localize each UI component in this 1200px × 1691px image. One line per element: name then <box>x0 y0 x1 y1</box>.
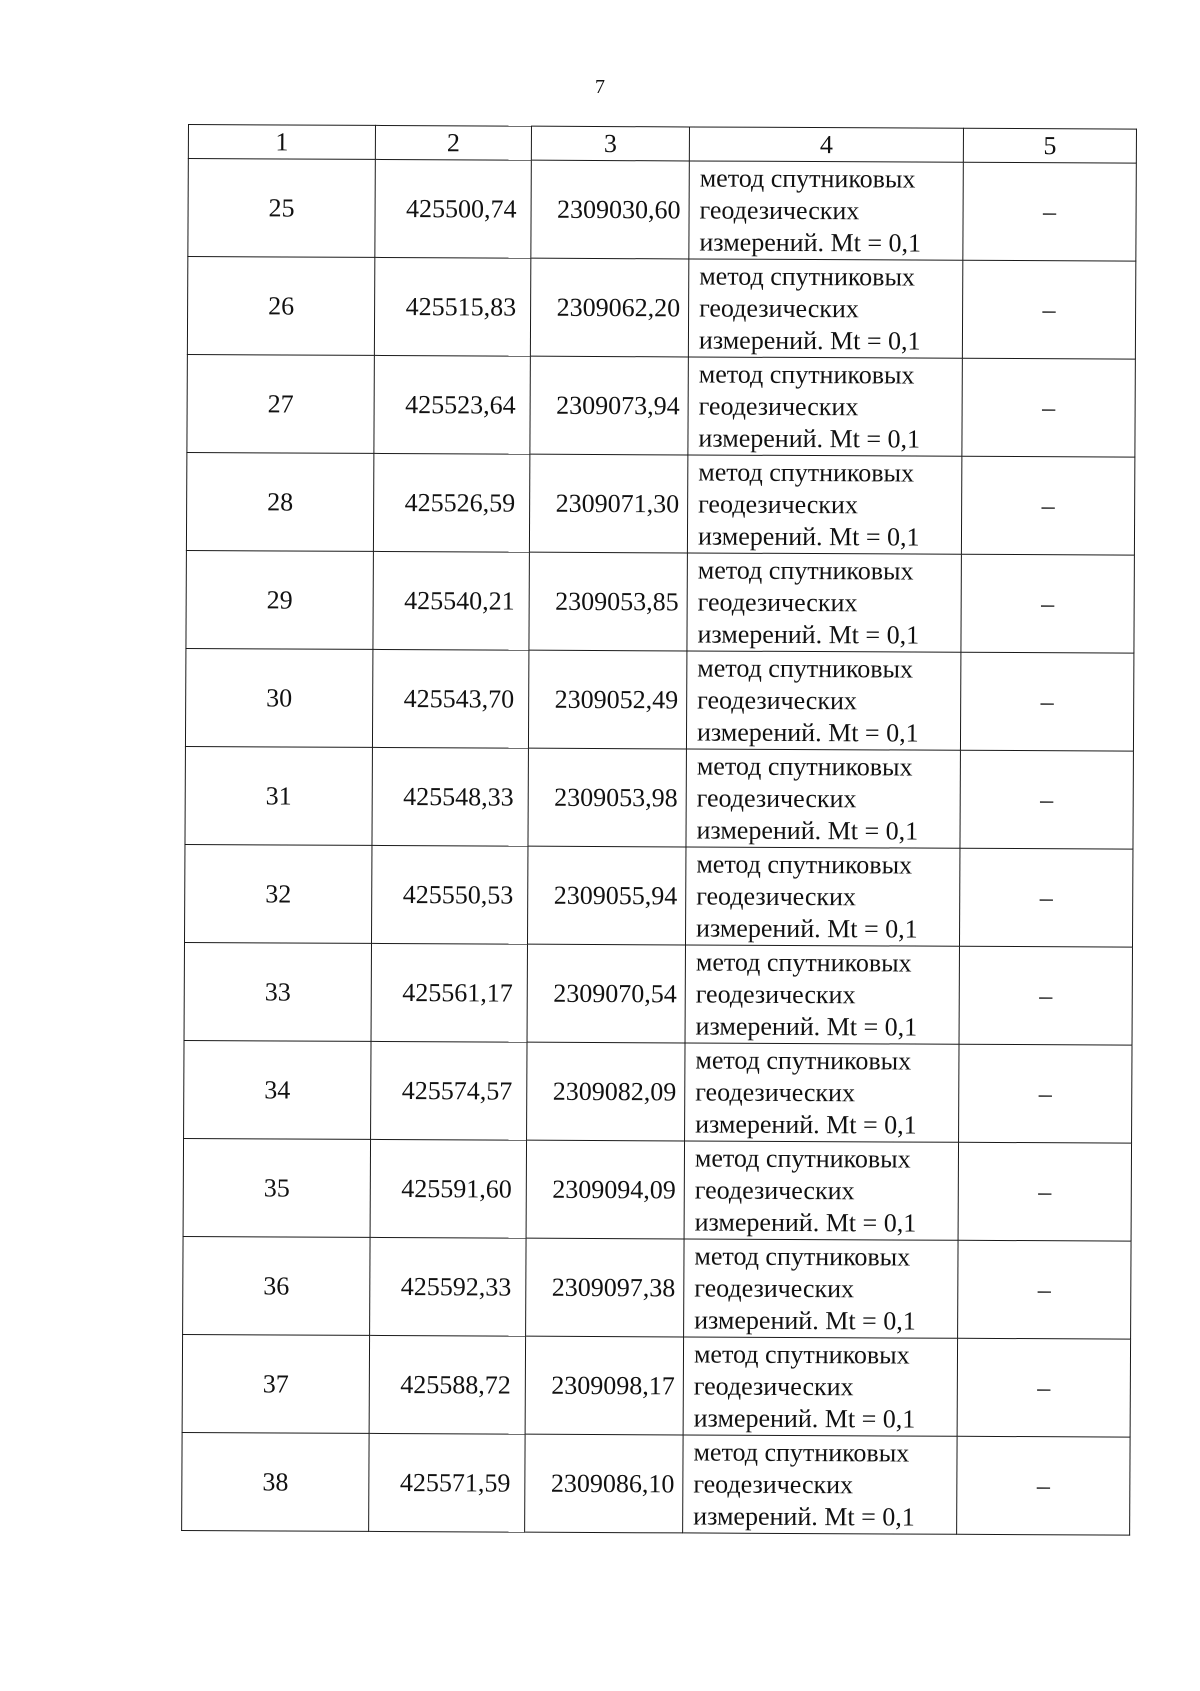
coordinate-y-cell: 2309053,85 <box>529 552 687 651</box>
note-cell: – <box>957 1338 1130 1437</box>
method-line: метод спутниковых <box>696 750 913 782</box>
note-cell: – <box>961 456 1134 555</box>
note-cell: – <box>960 750 1133 849</box>
method-line: измерений. Mt = 0,1 <box>693 1402 916 1434</box>
point-number-cell: 27 <box>187 354 374 453</box>
point-number-cell: 31 <box>185 746 372 845</box>
method-cell <box>688 357 962 456</box>
table-row <box>183 1236 1131 1339</box>
method-line: геодезических <box>693 1468 854 1499</box>
method-cell <box>683 1435 957 1534</box>
method-line: геодезических <box>696 880 857 911</box>
table-row <box>188 159 1136 262</box>
point-number-cell: 26 <box>187 257 374 356</box>
coordinate-y-cell: 2309070,54 <box>527 944 685 1043</box>
table-row <box>182 1432 1130 1535</box>
method-line: измерений. Mt = 0,1 <box>696 814 919 846</box>
method-line: метод спутниковых <box>699 261 916 292</box>
method-line: метод спутниковых <box>693 1338 910 1370</box>
method-line: геодезических <box>697 586 858 617</box>
method-cell <box>685 847 959 946</box>
method-cell <box>688 259 962 358</box>
method-line: метод спутниковых <box>695 946 912 978</box>
page-number: 7 <box>595 76 605 98</box>
method-cell <box>685 1043 959 1142</box>
method-line: измерений. Mt = 0,1 <box>695 1108 917 1140</box>
method-line: метод спутниковых <box>694 1240 911 1272</box>
method-line: измерений. Mt = 0,1 <box>695 1010 918 1042</box>
coordinate-x-cell: 425526,59 <box>373 453 529 552</box>
table-header-row <box>188 125 1136 164</box>
note-cell: – <box>958 1142 1131 1241</box>
method-line: измерений. Mt = 0,1 <box>699 227 922 258</box>
method-line: измерений. Mt = 0,1 <box>697 520 920 552</box>
table-row <box>184 1040 1132 1143</box>
point-number-cell: 29 <box>186 550 373 649</box>
coordinate-y-cell: 2309030,60 <box>531 160 689 259</box>
method-line: метод спутниковых <box>697 652 914 684</box>
coordinate-y-cell: 2309098,17 <box>525 1336 683 1435</box>
note-cell: – <box>957 1436 1130 1535</box>
method-line: метод спутниковых <box>698 456 915 488</box>
method-line: геодезических <box>699 195 860 225</box>
method-line: геодезических <box>695 1076 856 1107</box>
method-line: геодезических <box>694 1174 855 1205</box>
coordinate-y-cell: 2309097,38 <box>526 1238 684 1337</box>
coordinate-x-cell: 425523,64 <box>374 355 530 454</box>
method-line: метод спутниковых <box>698 358 915 390</box>
point-number-cell: 36 <box>183 1236 370 1335</box>
coordinate-y-cell: 2309053,98 <box>528 748 686 847</box>
method-cell <box>687 455 961 554</box>
column-header-2: 2 <box>375 125 531 160</box>
coordinate-y-cell: 2309055,94 <box>527 846 685 945</box>
note-cell: – <box>959 848 1132 947</box>
method-line: измерений. Mt = 0,1 <box>698 422 921 454</box>
point-number-cell: 32 <box>185 844 372 943</box>
method-line: метод спутниковых <box>694 1142 911 1174</box>
point-number-cell: 33 <box>184 942 371 1041</box>
method-line: геодезических <box>699 293 859 323</box>
table-row <box>186 550 1134 653</box>
coordinate-x-cell: 425588,72 <box>369 1335 525 1434</box>
note-cell: – <box>962 260 1135 359</box>
method-line: измерений. Mt = 0,1 <box>694 1304 916 1336</box>
method-line: метод спутниковых <box>696 848 913 880</box>
point-number-cell: 34 <box>184 1040 371 1139</box>
coordinate-x-cell: 425548,33 <box>372 747 528 846</box>
coordinate-y-cell: 2309086,10 <box>525 1434 683 1533</box>
coordinate-x-cell: 425571,59 <box>369 1433 525 1532</box>
table-row <box>182 1334 1130 1437</box>
table-row <box>187 257 1135 360</box>
method-line: геодезических <box>698 390 859 421</box>
coordinate-x-cell: 425574,57 <box>371 1041 527 1140</box>
method-line: измерений. Mt = 0,1 <box>697 618 920 650</box>
coordinate-x-cell: 425592,33 <box>370 1237 526 1336</box>
method-line: метод спутниковых <box>695 1044 912 1076</box>
method-line: измерений. Mt = 0,1 <box>694 1206 917 1238</box>
method-line: метод спутниковых <box>697 554 914 586</box>
point-number-cell: 37 <box>182 1334 369 1433</box>
method-line: геодезических <box>698 488 858 519</box>
coordinate-y-cell: 2309082,09 <box>527 1042 685 1141</box>
method-line: измерений. Mt = 0,1 <box>698 324 921 356</box>
note-cell: – <box>960 652 1133 751</box>
method-line: метод спутниковых <box>699 163 916 194</box>
coordinate-x-cell: 425550,53 <box>371 845 527 944</box>
column-header-3: 3 <box>531 126 689 161</box>
note-cell: – <box>959 946 1132 1045</box>
table-row <box>183 1138 1131 1241</box>
method-cell <box>686 749 960 848</box>
coordinate-x-cell: 425561,17 <box>371 943 527 1042</box>
coordinate-x-cell: 425591,60 <box>370 1139 526 1238</box>
method-line: геодезических <box>693 1370 854 1401</box>
method-cell <box>685 945 959 1044</box>
method-line: геодезических <box>695 978 856 1009</box>
method-line: метод спутниковых <box>693 1436 910 1468</box>
method-line: измерений. Mt = 0,1 <box>693 1500 915 1532</box>
method-line: геодезических <box>697 684 857 715</box>
coordinate-x-cell: 425500,74 <box>375 159 531 258</box>
note-cell: – <box>963 162 1136 261</box>
column-header-4: 4 <box>689 127 963 162</box>
point-number-cell: 38 <box>182 1432 369 1531</box>
method-line: измерений. Mt = 0,1 <box>696 716 919 748</box>
point-number-cell: 25 <box>188 159 375 258</box>
method-cell <box>684 1141 958 1240</box>
coordinate-y-cell: 2309094,09 <box>526 1140 684 1239</box>
point-number-cell: 35 <box>183 1138 370 1237</box>
coordinate-y-cell: 2309071,30 <box>529 454 687 553</box>
note-cell: – <box>959 1044 1132 1143</box>
coordinate-y-cell: 2309073,94 <box>530 356 688 455</box>
method-cell <box>686 651 960 750</box>
method-line: геодезических <box>694 1272 855 1303</box>
coordinate-x-cell: 425515,83 <box>374 257 530 356</box>
method-line: измерений. Mt = 0,1 <box>696 912 918 944</box>
table-row <box>185 844 1133 947</box>
coordinate-x-cell: 425540,21 <box>373 551 529 650</box>
note-cell: – <box>958 1240 1131 1339</box>
point-number-cell: 28 <box>186 452 373 551</box>
coordinate-x-cell: 425543,70 <box>372 649 528 748</box>
column-header-5: 5 <box>963 128 1136 163</box>
note-cell: – <box>961 554 1134 653</box>
method-line: геодезических <box>696 782 857 813</box>
method-cell <box>684 1239 958 1338</box>
note-cell: – <box>962 358 1135 457</box>
coordinates-table <box>181 124 1137 1536</box>
table-row <box>186 452 1134 555</box>
table-row <box>187 354 1135 457</box>
method-cell <box>687 553 961 652</box>
table-row <box>185 648 1133 751</box>
coordinate-y-cell: 2309052,49 <box>528 650 686 749</box>
table-row <box>185 746 1133 849</box>
column-header-1: 1 <box>188 125 375 160</box>
method-cell <box>683 1337 957 1436</box>
point-number-cell: 30 <box>185 648 372 747</box>
coordinate-y-cell: 2309062,20 <box>530 258 688 357</box>
table-row <box>184 942 1132 1045</box>
method-cell <box>689 161 963 260</box>
